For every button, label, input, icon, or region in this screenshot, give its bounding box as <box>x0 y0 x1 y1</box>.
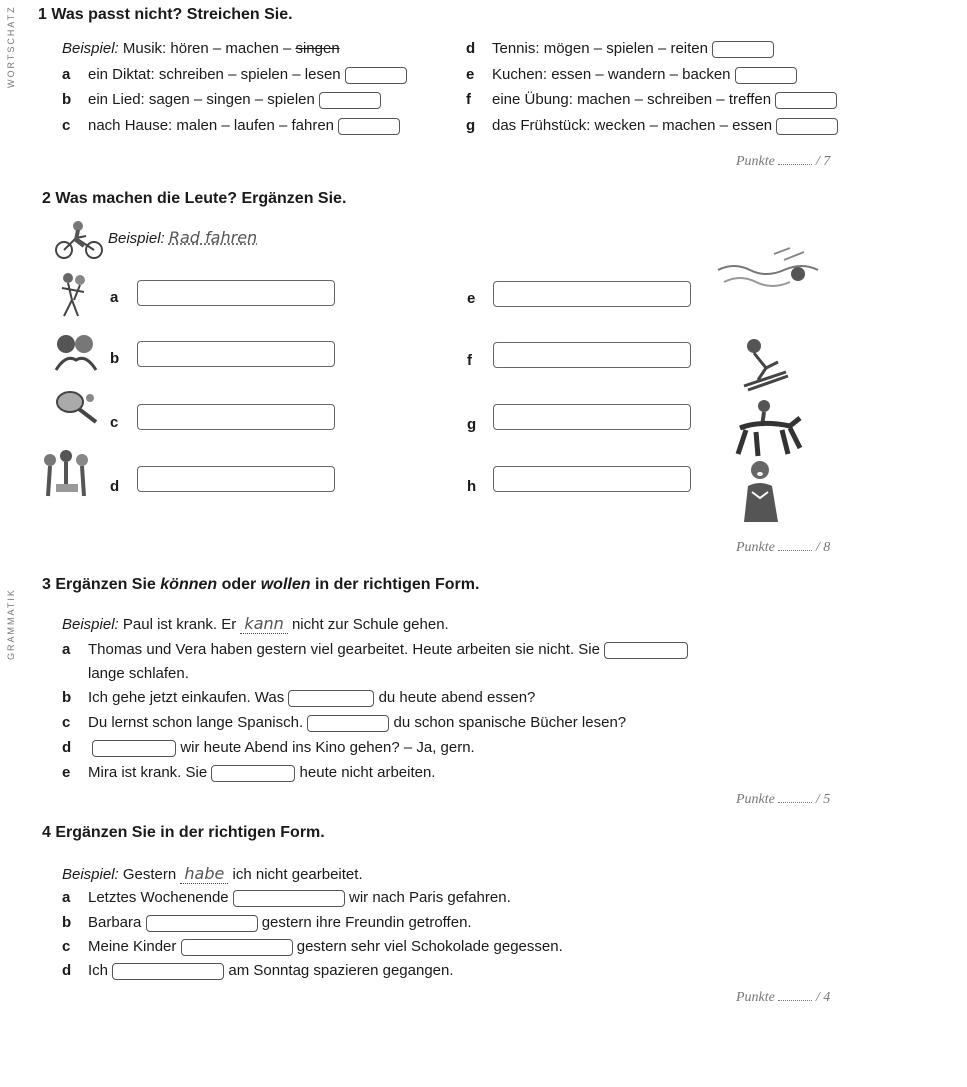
item-letter: e <box>466 66 475 83</box>
item-letter: g <box>466 117 476 134</box>
answer-box-f[interactable] <box>493 342 691 368</box>
example-struck-word: singen <box>295 40 340 57</box>
example-label: Beispiel: <box>62 40 119 57</box>
answer-box-b[interactable] <box>137 341 335 367</box>
ex1-example <box>62 40 340 57</box>
ex2-letter-g: g <box>467 416 477 433</box>
answer-box-c[interactable] <box>307 715 389 732</box>
points-label: Punkte <box>736 540 775 555</box>
swimmer-icon <box>714 244 822 300</box>
friends-cooking-icon <box>38 450 94 504</box>
answer-box-d[interactable] <box>92 740 176 757</box>
answer-box-b[interactable] <box>146 915 258 932</box>
dancing-couple-icon <box>54 270 94 320</box>
answer-box-e[interactable] <box>211 765 295 782</box>
ex4-item-d: d Ich am Sonntag spazieren gegangen. <box>62 962 454 979</box>
answer-box-b[interactable] <box>319 92 381 109</box>
ex2-title: 2 Was machen die Leute? Ergänzen Sie. <box>42 190 347 207</box>
cyclist-icon <box>52 220 106 260</box>
ex1-item-b <box>62 91 381 109</box>
ex4-item-b: b Barbara gestern ihre Freundin getroffen. <box>62 914 472 931</box>
ex2-letter-a: a <box>110 289 119 306</box>
answer-box-f[interactable] <box>775 92 837 109</box>
tennis-racket-icon <box>52 388 102 428</box>
answer-box-a[interactable] <box>604 642 688 659</box>
item-text: ein Lied: sagen – singen – spielen <box>88 91 315 108</box>
item-text: Kuchen: essen – wandern – backen <box>492 66 731 83</box>
ex2-letter-d: d <box>110 478 120 495</box>
ex1-item-g <box>466 117 838 135</box>
answer-box-e[interactable] <box>493 281 691 307</box>
item-letter: c <box>62 117 71 134</box>
ex4-item-a: a Letztes Wochenende wir nach Paris gefahren. <box>62 889 511 906</box>
points-max: / 5 <box>815 792 831 807</box>
ex3-item-d: d wir heute Abend ins Kino gehen? – Ja, gern. <box>62 739 475 756</box>
ex3-item-c: c Du lernst schon lange Spanisch. du schon spanische Bücher lesen? <box>62 714 627 731</box>
points-label: Punkte <box>736 990 775 1005</box>
item-text: Tennis: mögen – spielen – reiten <box>492 40 708 57</box>
ex4-item-c: c Meine Kinder gestern sehr viel Schokolade gegessen. <box>62 938 563 955</box>
ex3-points <box>736 792 830 808</box>
ex1-points <box>736 154 830 170</box>
answer-box-h[interactable] <box>493 466 691 492</box>
item-text: das Frühstück: wecken – machen – essen <box>492 117 773 134</box>
answer-box-a[interactable] <box>345 67 407 84</box>
ex2-letter-c: c <box>110 414 119 431</box>
item-text: eine Übung: machen – schreiben – treffen <box>492 91 772 108</box>
item-text: ein Diktat: schreiben – spielen – lesen <box>88 66 341 83</box>
ex3-example: Beispiel: Paul ist krank. Er kann nicht zur Schule gehen. <box>62 614 449 633</box>
sidebar-grammatik: GRAMMATIK <box>6 588 16 660</box>
ex1-title: 1 Was passt nicht? Streichen Sie. <box>38 6 293 23</box>
horse-rider-icon <box>730 398 806 460</box>
ex4-example: Beispiel: Gestern habe ich nicht gearbeitet. <box>62 864 363 883</box>
ex1-item-c <box>62 117 400 135</box>
example-answer: habe <box>180 864 228 884</box>
item-letter: b <box>62 91 72 108</box>
answer-box-e[interactable] <box>735 67 797 84</box>
points-label: Punkte <box>736 154 775 169</box>
answer-box-g[interactable] <box>776 118 838 135</box>
answer-box-a[interactable] <box>137 280 335 306</box>
ex3-item-e: e Mira ist krank. Sie heute nicht arbeiten. <box>62 764 436 781</box>
skier-icon <box>736 336 792 392</box>
points-max: / 8 <box>815 540 831 555</box>
ex3-item-b: b Ich gehe jetzt einkaufen. Was du heute abend essen? <box>62 689 536 706</box>
kissing-couple-icon <box>50 332 100 372</box>
ex3-title: 3 Ergänzen Sie können oder wollen in der richtigen Form. <box>42 576 480 593</box>
ex2-letter-h: h <box>467 478 477 495</box>
answer-box-g[interactable] <box>493 404 691 430</box>
answer-box-d[interactable] <box>137 466 335 492</box>
answer-box-b[interactable] <box>288 690 374 707</box>
item-text: nach Hause: malen – laufen – fahren <box>88 117 334 134</box>
points-max: / 7 <box>815 154 831 169</box>
answer-box-c[interactable] <box>137 404 335 430</box>
points-label: Punkte <box>736 792 775 807</box>
ex2-letter-b: b <box>110 350 120 367</box>
example-label: Beispiel: <box>108 230 165 247</box>
example-answer: kann <box>240 614 287 634</box>
singer-icon <box>738 458 784 524</box>
item-letter: f <box>466 91 471 108</box>
example-answer: Rad fahren <box>168 228 258 247</box>
ex1-item-a <box>62 66 407 84</box>
ex2-example <box>108 228 257 247</box>
ex1-item-f <box>466 91 837 109</box>
answer-box-d[interactable] <box>712 41 774 58</box>
ex2-letter-e: e <box>467 290 476 307</box>
ex4-title: 4 Ergänzen Sie in der richtigen Form. <box>42 824 325 841</box>
answer-box-d[interactable] <box>112 963 224 980</box>
answer-box-c[interactable] <box>338 118 400 135</box>
ex1-item-e <box>466 66 797 84</box>
answer-box-c[interactable] <box>181 939 293 956</box>
ex3-item-a-cont: lange schlafen. <box>88 665 189 682</box>
ex3-item-a: a Thomas und Vera haben gestern viel gearbeitet. Heute arbeiten sie nicht. Sie <box>62 641 688 659</box>
ex2-points <box>736 540 830 556</box>
example-label: Beispiel: <box>62 866 119 883</box>
ex1-item-d <box>466 40 774 58</box>
points-max: / 4 <box>815 990 831 1005</box>
ex2-letter-f: f <box>467 352 472 369</box>
ex4-points <box>736 990 830 1006</box>
example-label: Beispiel: <box>62 616 119 633</box>
sidebar-wortschatz: WORTSCHATZ <box>6 5 16 88</box>
item-letter: a <box>62 66 71 83</box>
item-letter: d <box>466 40 476 57</box>
answer-box-a[interactable] <box>233 890 345 907</box>
example-text: Musik: hören – machen – <box>122 40 296 57</box>
